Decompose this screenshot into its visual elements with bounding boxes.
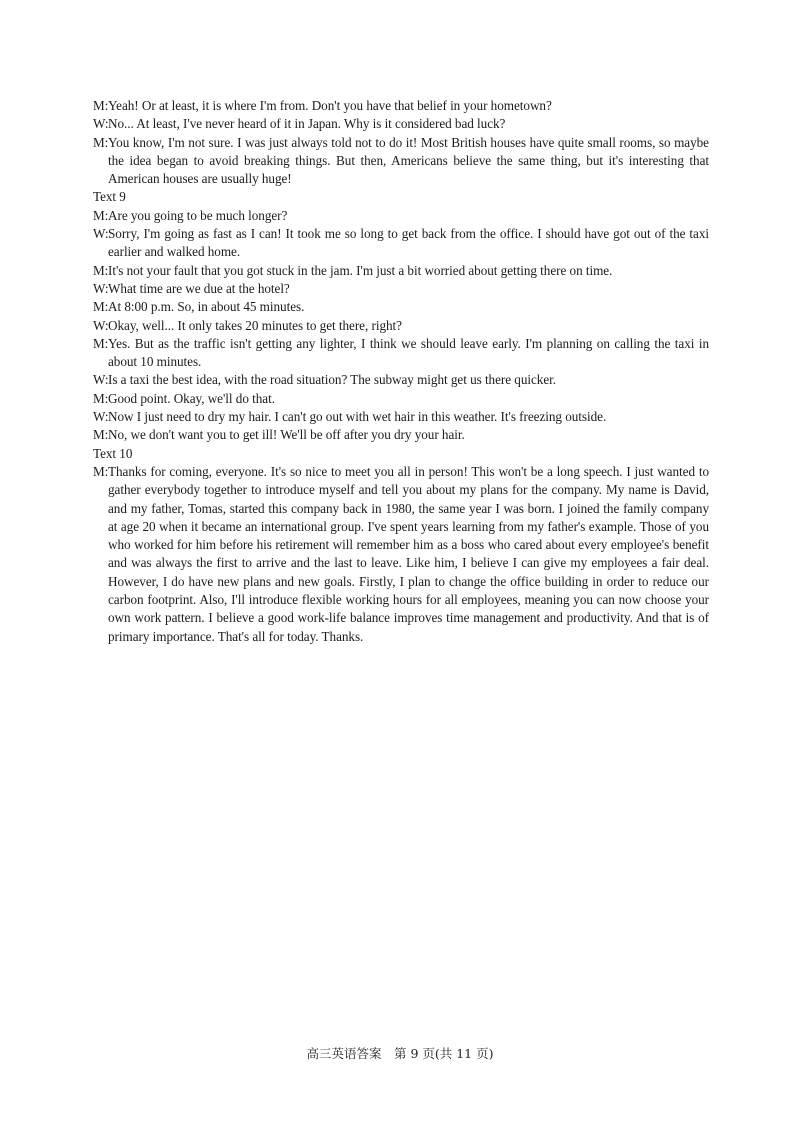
speaker-label: M: (93, 262, 109, 278)
speaker-label: W: (93, 280, 109, 296)
dialogue-line (93, 317, 709, 335)
section-heading-text-9: Text 9 (93, 189, 126, 205)
dialogue-text: Yes. But as the traffic isn't getting any lighter, I think we should leave early. I'm planning on calling the taxi in about 10 minutes. (108, 335, 709, 370)
dialogue-text: You know, I'm not sure. I was just always told not to do it! Most British houses have quite small rooms, so maybe the idea began to avoid breaking things. But then, Americans believe the same thing, but it's interesting that American houses are usually huge! (108, 134, 709, 187)
dialogue-line (93, 134, 709, 189)
dialogue-line (93, 426, 709, 444)
page-footer: 高三英语答案 第 9 页(共 11 页) (306, 1046, 494, 1061)
dialogue-line (93, 97, 709, 115)
dialogue-line (93, 207, 709, 225)
dialogue-line (93, 335, 709, 372)
speaker-label: M: (93, 299, 109, 315)
speaker-label: W: (93, 317, 109, 333)
dialogue-text: Is a taxi the best idea, with the road situation? The subway might get us there quicker. (108, 372, 557, 388)
speaker-label: M: (93, 335, 109, 351)
dialogue-line (93, 408, 709, 426)
speaker-label: M: (93, 427, 109, 443)
dialogue-line (93, 225, 709, 262)
speaker-label: W: (93, 372, 109, 388)
dialogue-text: No... At least, I've never heard of it in Japan. Why is it considered bad luck? (108, 116, 506, 132)
speaker-label: M: (93, 207, 109, 223)
speaker-label: W: (93, 116, 109, 132)
speaker-label: M: (93, 98, 109, 113)
monologue-text: Thanks for coming, everyone. It's so nice to meet you all in person! This won't be a long speech. I just wanted to gather everybody together to introduce myself and tell you about my plans for the company. My name is David, and my father, Tomas, started this company back in 1980, the same year I was born. I joined the family company at age 20 when it became an international group. I've spent years learning from my father's example. Those of you who worked for him before his retirement will remember him as a boss who cared about every employee's benefit and was always the first to arrive and the last to leave. Like him, I believe I can give my employees a fair deal. However, I do have new plans and new goals. Firstly, I plan to change the office building in order to reduce our carbon footprint. Also, I'll introduce flexible working hours for all employees, meaning you can now choose your own work pattern. I believe a good work-life balance improves time management and productivity. And that is of primary importance. That's all for today. Thanks. (108, 463, 709, 644)
dialogue-line (93, 115, 709, 133)
dialogue-line (93, 262, 709, 280)
speaker-label: M: (93, 390, 109, 406)
section-heading-text-10: Text 10 (93, 445, 133, 461)
dialogue-line (93, 371, 709, 389)
speaker-label: M: (93, 463, 109, 479)
speaker-label: W: (93, 409, 109, 425)
dialogue-text: At 8:00 p.m. So, in about 45 minutes. (108, 299, 305, 315)
transcript-body (93, 97, 709, 646)
dialogue-text: Okay, well... It only takes 20 minutes to get there, right? (108, 317, 402, 333)
dialogue-line (93, 298, 709, 316)
dialogue-text: No, we don't want you to get ill! We'll be off after you dry your hair. (108, 427, 465, 443)
dialogue-line (93, 390, 709, 408)
dialogue-text: Good point. Okay, we'll do that. (108, 390, 275, 406)
speaker-label: M: (93, 134, 109, 150)
speaker-label: W: (93, 226, 109, 242)
dialogue-text: Yeah! Or at least, it is where I'm from. Don't you have that belief in your hometown? (108, 98, 552, 113)
dialogue-text: Are you going to be much longer? (108, 207, 288, 223)
dialogue-text: Now I just need to dry my hair. I can't go out with wet hair in this weather. It's freezing outside. (108, 409, 607, 425)
dialogue-text: It's not your fault that you got stuck in the jam. I'm just a bit worried about getting there on time. (108, 262, 613, 278)
monologue-paragraph (93, 463, 709, 646)
dialogue-line (93, 280, 709, 298)
dialogue-text: What time are we due at the hotel? (108, 280, 290, 296)
dialogue-text: Sorry, I'm going as fast as I can! It took me so long to get back from the office. I should have got out of the taxi earlier and walked home. (108, 226, 709, 260)
